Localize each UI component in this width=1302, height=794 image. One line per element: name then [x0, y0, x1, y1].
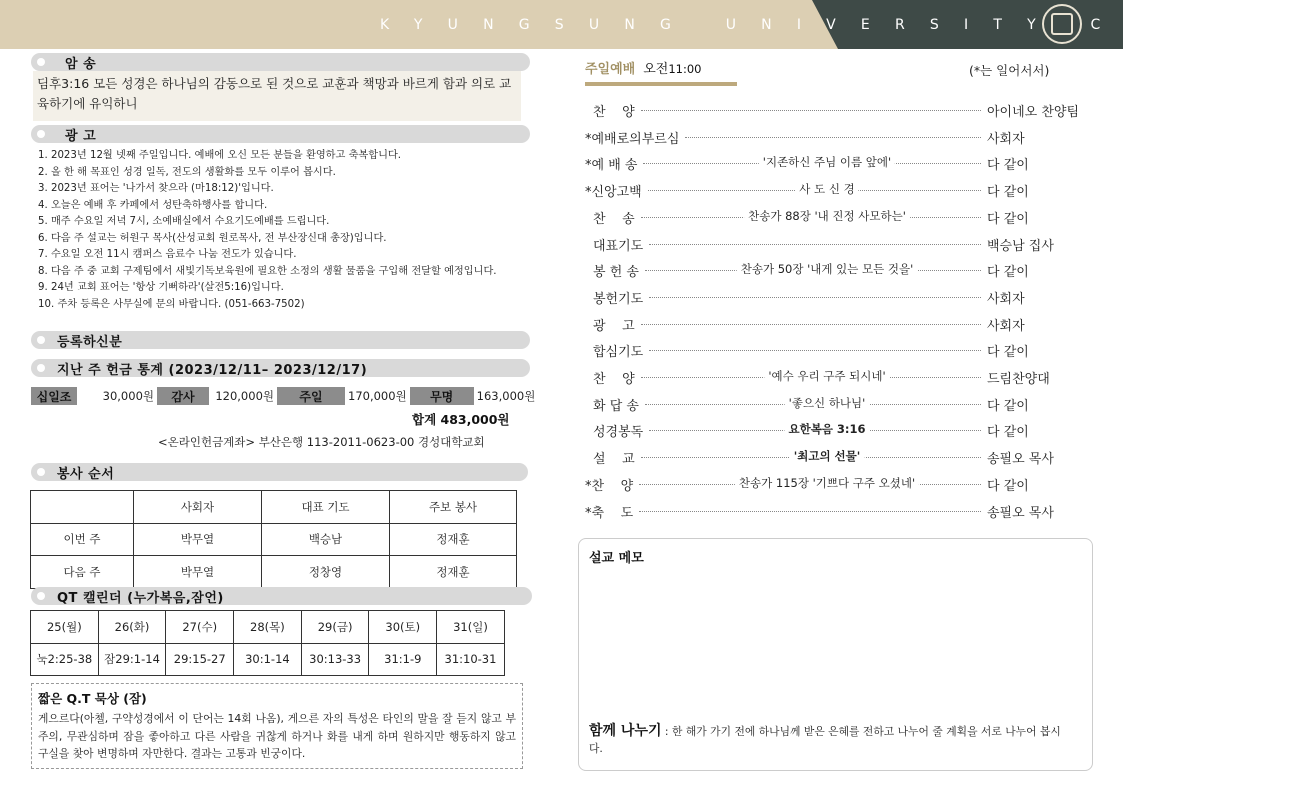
order-name: 봉헌기도 — [593, 291, 644, 307]
memo-title: 설교 메모 — [589, 551, 644, 566]
order-detail: 찬송가 88장 '내 진정 사모하는' — [744, 208, 910, 224]
order-leader-line — [649, 244, 981, 245]
qt-day: 26(화) — [98, 611, 166, 644]
worship-order-item — [585, 446, 1095, 466]
order-leader-line — [649, 350, 981, 351]
order-name: 성경봉독 — [593, 425, 644, 441]
order-leader: 다 같이 — [987, 185, 1029, 201]
offering-amount: 30,000원 — [102, 389, 154, 403]
order-detail: '지존하신 주님 이름 앞에' — [759, 154, 895, 170]
table-cell: 정재훈 — [390, 523, 517, 556]
order-leader: 다 같이 — [987, 398, 1029, 414]
order-leader: 다 같이 — [987, 265, 1029, 281]
notice-item: 10. 주차 등록은 사무실에 문의 바랍니다. (051-663-7502) — [38, 298, 305, 310]
qt-passage: 29:15-27 — [166, 643, 234, 676]
worship-order-item — [585, 366, 1095, 386]
section-header-service: 봉사 순서 — [31, 463, 528, 481]
qt-day: 29(금) — [301, 611, 369, 644]
order-leader: 아이네오 찬양팀 — [987, 105, 1080, 120]
order-name: 찬 양 — [593, 372, 635, 387]
top-banner — [0, 0, 1302, 49]
notice-item: 8. 다음 주 중 교회 구제팀에서 새빛기독보육원에 필요한 소정의 생활 물품을 구입해 전달할 예정입니다. — [38, 265, 497, 277]
meditation-text: 게으르다(아첼, 구약성경에서 이 단어는 14회 나옴), 게으른 자의 특성은 타인의 말을 잘 듣지 않고 부주의, 무관심하며 잠을 좋아하고 다른 사람을 귀찮게 하거나 화를 내게 하며 원하지만 행동하지 않고 구실을 찾아 변명하며 자만한다. 결과는 고통과 빈궁이다. — [38, 712, 516, 760]
offering-label: 주일 — [277, 387, 345, 405]
order-name: 화 답 송 — [593, 398, 639, 414]
section-header-memory: 암 송 — [31, 53, 530, 71]
meditation-title: 짧은 Q.T 묵상 (잠) — [38, 691, 147, 706]
order-leader: 다 같이 — [987, 211, 1029, 227]
worship-order-item — [585, 259, 1095, 279]
offering-amount: 120,000원 — [215, 389, 274, 403]
table-row — [31, 556, 517, 589]
qt-passage: 31:1-9 — [369, 643, 437, 676]
notice-item: 9. 24년 교회 표어는 '항상 기뻐하라'(살전5:16)입니다. — [38, 282, 284, 293]
section-header-qt: QT 캘린더 (누가복음,잠언) — [31, 587, 532, 605]
share-text: : 한 해가 가기 전에 하나님께 받은 은혜를 전하고 나누어 줄 계획을 서로 나누어 봅시다. — [589, 725, 1061, 755]
table-cell: 백승남 — [262, 523, 390, 556]
worship-order-item — [585, 339, 1095, 359]
service-table — [30, 490, 517, 589]
worship-order-item — [585, 473, 1095, 493]
qt-passage: 잠29:1-14 — [98, 643, 166, 676]
section-header-newcomers: 등록하신분 — [31, 331, 530, 349]
table-cell: 박무열 — [134, 556, 262, 589]
qt-passage: 눅2:25-38 — [31, 643, 99, 676]
table-row — [31, 643, 505, 676]
worship-header — [585, 58, 702, 77]
worship-order-item — [585, 179, 1095, 199]
order-name: 찬 양 — [593, 105, 635, 120]
table-header — [31, 491, 134, 524]
order-leader-line — [639, 511, 981, 512]
order-detail: 요한복음 3:16 — [784, 421, 869, 437]
worship-time-prefix: 오전 — [643, 62, 669, 77]
qt-day: 28(목) — [234, 611, 302, 644]
worship-order-item — [585, 206, 1095, 226]
worship-note: (*는 일어서서) — [969, 63, 1050, 78]
worship-time: 11:00 — [668, 62, 702, 76]
notice-item: 3. 2023년 표어는 '나가서 찾으라 (마18:12)'입니다. — [38, 183, 274, 194]
worship-order-item — [585, 233, 1095, 253]
table-cell: 정재훈 — [390, 556, 517, 589]
order-leader-line — [641, 324, 981, 325]
memory-verse: 딤후3:16 모든 성경은 하나님의 감동으로 된 것으로 교훈과 책망과 바르게 함과 의로 교육하기에 유익하니 — [33, 71, 521, 121]
worship-order-item — [585, 313, 1095, 333]
table-row — [31, 611, 505, 644]
order-detail: '최고의 선물' — [790, 448, 865, 464]
table-header: 주보 봉사 — [390, 491, 517, 524]
order-leader-line — [649, 297, 981, 298]
worship-underline — [585, 82, 737, 86]
notice-item: 2. 올 한 해 목표인 성경 일독, 전도의 생활화를 모두 이루어 봅시다. — [38, 166, 336, 178]
table-cell: 이번 주 — [31, 523, 134, 556]
section-header-offering: 지난 주 헌금 통계 (2023/12/11– 2023/12/17) — [31, 359, 530, 377]
order-name: *예 배 송 — [585, 158, 638, 174]
order-name: *예배로의부르심 — [585, 131, 680, 147]
notice-item: 5. 매주 수요일 저녁 7시, 소예배실에서 수요기도예배를 드립니다. — [38, 216, 330, 227]
offering-amount: 170,000원 — [348, 389, 407, 403]
order-detail: 찬송가 50장 '내게 있는 모든 것을' — [737, 261, 918, 277]
order-detail: 사 도 신 경 — [795, 181, 858, 197]
worship-order-item — [585, 419, 1095, 439]
table-cell: 박무열 — [134, 523, 262, 556]
order-name: 설 교 — [593, 452, 635, 468]
order-name: *찬 양 — [585, 478, 634, 494]
banner-title: KYUNGSUNG UNIVERSITY CHURCH — [380, 17, 1302, 33]
order-leader: 송필오 목사 — [987, 505, 1054, 521]
worship-label: 주일예배 — [585, 62, 636, 77]
order-detail: '좋으신 하나님' — [785, 395, 870, 411]
offering-table — [31, 387, 538, 405]
order-leader: 다 같이 — [987, 158, 1029, 174]
order-leader: 사회자 — [987, 291, 1025, 307]
qt-day: 27(수) — [166, 611, 234, 644]
order-leader-line — [685, 137, 981, 138]
table-header: 사회자 — [134, 491, 262, 524]
offering-label: 무명 — [410, 387, 474, 405]
table-row — [31, 523, 517, 556]
worship-order-item — [585, 126, 1095, 146]
order-leader: 사회자 — [987, 318, 1025, 334]
offering-label: 감사 — [157, 387, 209, 405]
order-leader: 백승남 집사 — [987, 238, 1054, 254]
order-leader: 다 같이 — [987, 345, 1029, 361]
order-leader: 다 같이 — [987, 478, 1029, 494]
table-header: 대표 기도 — [262, 491, 390, 524]
notice-item: 4. 오늘은 예배 후 카페에서 성탄축하행사를 합니다. — [38, 199, 268, 211]
order-leader: 송필오 목사 — [987, 452, 1054, 468]
order-name: 찬 송 — [593, 211, 635, 227]
table-cell: 다음 주 — [31, 556, 134, 589]
table-cell: 정창영 — [262, 556, 390, 589]
qt-day: 31(일) — [437, 611, 505, 644]
offering-account: <온라인헌금계좌> 부산은행 113-2011-0623-00 경성대학교회 — [158, 435, 485, 449]
qt-calendar-table — [30, 610, 505, 676]
order-name: 대표기도 — [593, 238, 644, 254]
notice-list — [38, 148, 522, 313]
meditation-box — [31, 683, 523, 769]
notice-item: 6. 다음 주 설교는 허원구 목사(산성교회 원로목사, 전 부산장신대 총장)입니다. — [38, 232, 387, 244]
worship-order-item — [585, 152, 1095, 172]
order-detail: '예수 우리 구주 되시네' — [764, 368, 889, 384]
qt-day: 25(월) — [31, 611, 99, 644]
section-header-notices: 광 고 — [31, 125, 530, 143]
worship-order-item — [585, 393, 1095, 413]
share-section — [589, 723, 1069, 757]
worship-order-item — [585, 500, 1095, 520]
sermon-memo-box — [578, 538, 1093, 771]
worship-order-item — [585, 286, 1095, 306]
notice-item: 1. 2023년 12월 넷째 주일입니다. 예배에 오신 모든 분들을 환영하고 축복합니다. — [38, 150, 402, 161]
order-detail: 찬송가 115장 '기쁘다 구주 오셨네' — [735, 475, 919, 491]
order-name: *신앙고백 — [585, 185, 642, 201]
qt-passage: 31:10-31 — [437, 643, 505, 676]
notice-item: 7. 수요일 오전 11시 캠퍼스 음료수 나눔 전도가 있습니다. — [38, 249, 297, 260]
order-name: *축 도 — [585, 505, 634, 521]
worship-order-item — [585, 99, 1095, 119]
offering-label: 십일조 — [31, 387, 77, 405]
order-leader: 다 같이 — [987, 425, 1029, 441]
offering-amount: 163,000원 — [476, 389, 536, 403]
qt-passage: 30:1-14 — [234, 643, 302, 676]
order-leader: 사회자 — [987, 131, 1025, 147]
order-name: 광 고 — [593, 318, 635, 334]
order-leader-line — [641, 110, 981, 111]
share-title: 함께 나누기 — [589, 723, 662, 739]
order-name: 합심기도 — [593, 345, 644, 361]
church-seal-icon — [1042, 4, 1082, 44]
order-leader: 드림찬양대 — [987, 372, 1050, 387]
qt-passage: 30:13-33 — [301, 643, 369, 676]
order-name: 봉 헌 송 — [593, 265, 639, 281]
qt-day: 30(토) — [369, 611, 437, 644]
table-row — [31, 491, 517, 524]
offering-total: 합계 483,000원 — [412, 412, 510, 427]
